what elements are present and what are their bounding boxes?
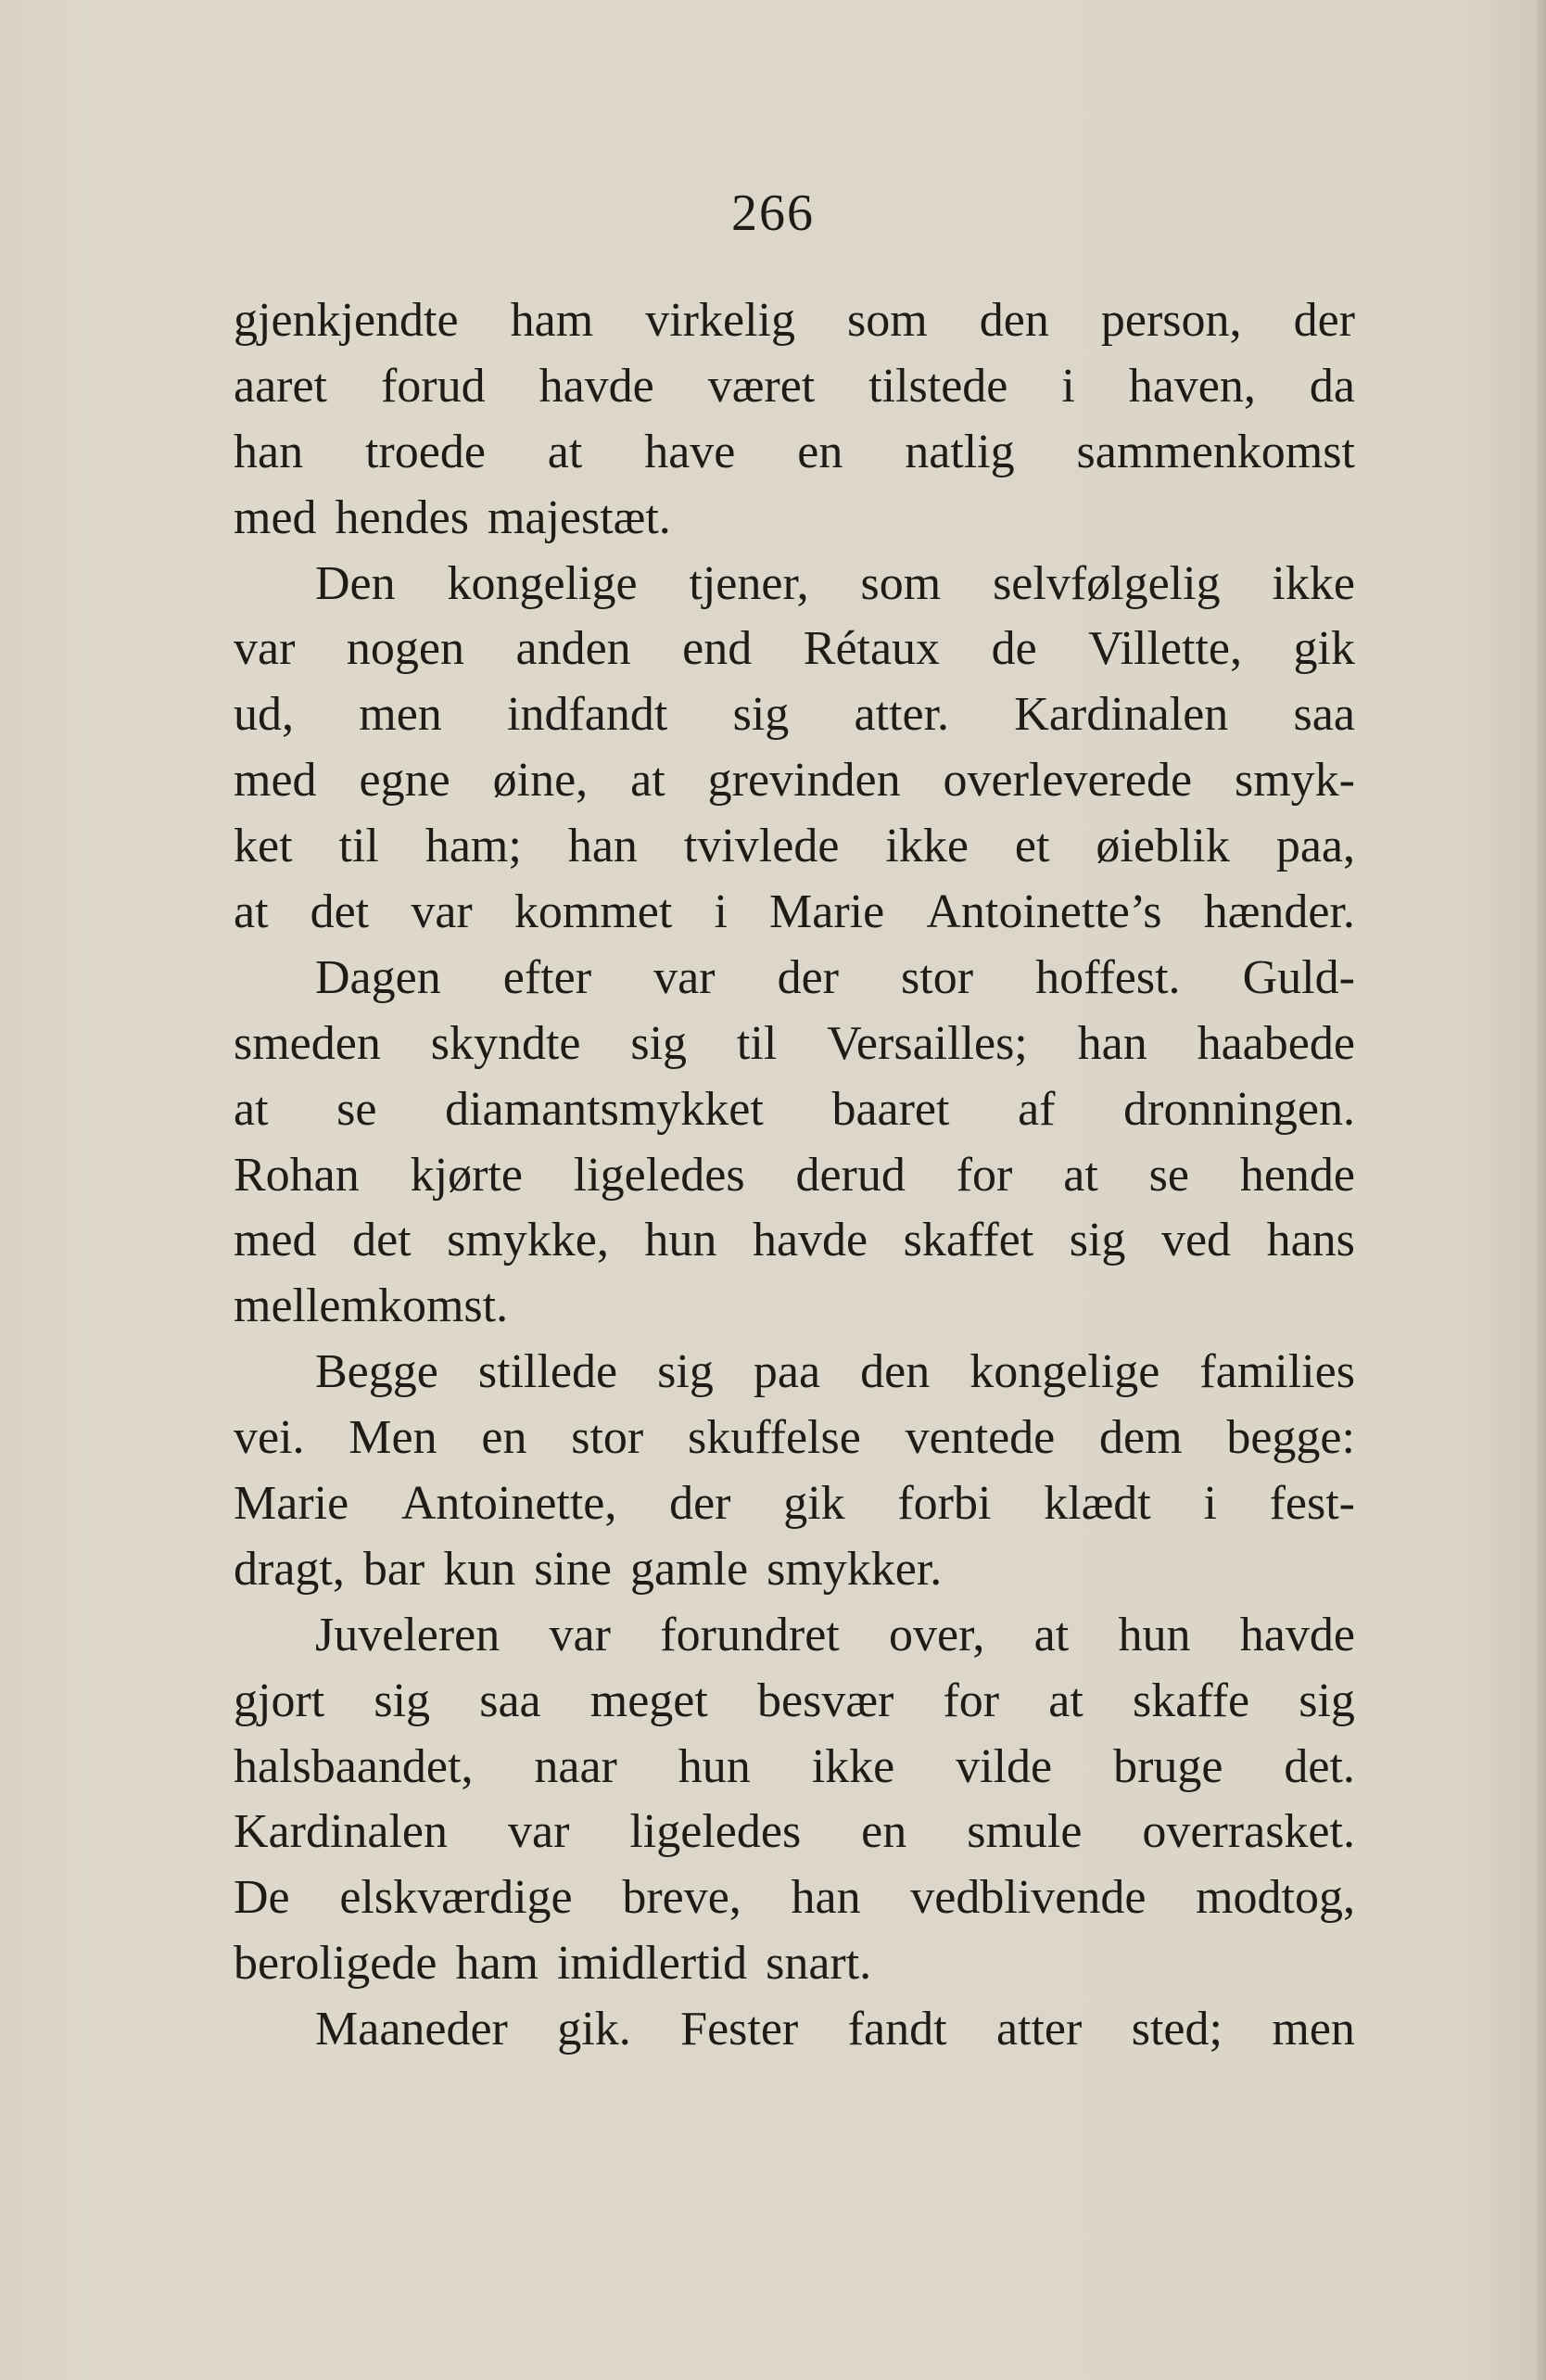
word: skaffe (1132, 1674, 1250, 1727)
word: bruge (1113, 1739, 1223, 1793)
text-line (234, 1340, 1355, 1406)
word: forbi (897, 1477, 992, 1531)
page-number: 266 (731, 185, 815, 242)
word: det (352, 1214, 412, 1267)
text-line (234, 288, 1355, 354)
word: skaffet (903, 1214, 1034, 1267)
word: Kardinalen (1014, 688, 1229, 742)
word: at (1063, 1148, 1098, 1202)
text-line (234, 354, 1355, 420)
word: hendes (335, 490, 469, 544)
word: øieblik (1096, 820, 1230, 873)
word: ved (1160, 1214, 1232, 1267)
word: vedblivende (910, 1871, 1147, 1925)
text-line (234, 1669, 1355, 1735)
word: paa (753, 1345, 821, 1399)
word: egne (359, 754, 450, 808)
word: sammenkomst (1076, 425, 1355, 478)
word: der (669, 1477, 731, 1531)
word: tjener, (689, 556, 809, 610)
word: øine, (492, 754, 589, 808)
word: der (1293, 294, 1355, 347)
word: men (359, 688, 442, 742)
word: haabede (1197, 1016, 1355, 1070)
word: atter. (854, 688, 950, 742)
word: til (338, 820, 379, 873)
text-line (234, 1603, 1355, 1669)
word: person, (1100, 294, 1242, 347)
word: Maaneder (315, 2003, 508, 2056)
word: var (411, 885, 473, 939)
word: nogen (346, 622, 464, 676)
word: se (336, 1082, 377, 1136)
word: dronningen. (1123, 1082, 1355, 1136)
word: hun (1118, 1608, 1191, 1661)
word: vilde (956, 1739, 1053, 1793)
word: den (860, 1345, 931, 1399)
word: det. (1284, 1739, 1355, 1793)
text-line (234, 486, 1355, 552)
word: Rohan (234, 1148, 360, 1202)
word: sted; (1131, 2003, 1223, 2056)
word: ligeledes (629, 1805, 802, 1859)
word: en (481, 1411, 527, 1465)
word: han (234, 425, 304, 478)
word: kun (443, 1542, 516, 1596)
word: majestæt. (487, 490, 671, 544)
word: sig (374, 1674, 431, 1727)
word: sig (630, 1016, 688, 1070)
word: families (1199, 1345, 1355, 1399)
text-line (234, 552, 1355, 617)
word: baaret (831, 1082, 950, 1136)
word: klædt (1044, 1477, 1151, 1531)
word: at (1048, 1674, 1083, 1727)
word: diamantsmykket (445, 1082, 764, 1136)
word: med (234, 754, 317, 808)
word: var (653, 950, 716, 1004)
word: en (861, 1805, 907, 1859)
word: at (234, 885, 269, 939)
word: i (1203, 1477, 1217, 1531)
word: tvivlede (683, 820, 840, 873)
word: haven, (1128, 359, 1256, 413)
word: gik (1293, 622, 1355, 676)
word: ventede (905, 1411, 1056, 1465)
word: havde (539, 359, 654, 413)
word: modtog, (1196, 1871, 1355, 1925)
word: De (234, 1871, 290, 1925)
word: var (234, 622, 296, 676)
word: Rétaux (803, 622, 941, 676)
word: hun (678, 1739, 751, 1793)
word: end (682, 622, 753, 676)
word: ket (234, 820, 293, 873)
word: i (714, 885, 728, 939)
word: Guld- (1242, 950, 1355, 1004)
word: de (991, 622, 1037, 676)
word: af (1018, 1082, 1056, 1136)
word: Den (315, 556, 396, 610)
word: breve, (622, 1871, 741, 1925)
word: han (791, 1871, 861, 1925)
word: smykke, (447, 1214, 609, 1267)
word: saa (479, 1674, 541, 1727)
text-line (234, 1471, 1355, 1537)
word: skyndte (430, 1016, 581, 1070)
word: grevinden (707, 754, 901, 808)
word: han (567, 820, 638, 873)
word: ham (455, 1937, 539, 1991)
word: gik (783, 1477, 845, 1531)
page-edge (1537, 0, 1546, 2380)
word: det (310, 885, 370, 939)
word: natlig (905, 425, 1015, 478)
word: elskværdige (339, 1871, 573, 1925)
text-line (234, 1012, 1355, 1077)
word: fest- (1269, 1477, 1355, 1531)
word: var (549, 1608, 611, 1661)
word: Fester (680, 2003, 799, 2056)
word: at (1033, 1608, 1070, 1661)
text-line (234, 1143, 1355, 1209)
word: virkelig (645, 294, 795, 347)
text-line (234, 682, 1355, 748)
word: saa (1293, 688, 1355, 742)
word: hænder. (1203, 885, 1355, 939)
word: overleverede (943, 754, 1193, 808)
body-text (234, 288, 1355, 2063)
word: et (1014, 820, 1050, 873)
word: Versailles; (827, 1016, 1028, 1070)
text-line (234, 1865, 1355, 1931)
word: med (234, 1214, 317, 1267)
word: stor (901, 950, 974, 1004)
word: ikke (811, 1739, 895, 1793)
word: som (847, 294, 928, 347)
word: at (630, 754, 665, 808)
word: have (644, 425, 736, 478)
word: troede (364, 425, 486, 478)
word: han (1077, 1016, 1147, 1070)
word: Marie (234, 1477, 349, 1531)
word: meget (589, 1674, 708, 1727)
text-line (234, 1274, 1355, 1340)
word: da (1309, 359, 1355, 413)
word: beroligede (234, 1937, 437, 1991)
word: at (547, 425, 583, 478)
word: smyk- (1235, 754, 1355, 808)
word: Villette, (1088, 622, 1242, 676)
word: men (1272, 2003, 1355, 2056)
word: hans (1266, 1214, 1355, 1267)
word: smykker. (767, 1542, 943, 1596)
word: var (507, 1805, 570, 1859)
word: sine (534, 1542, 613, 1596)
text-line (234, 1997, 1355, 2063)
word: Juveleren (315, 1608, 501, 1661)
word: ikke (1272, 556, 1355, 610)
word: gjort (234, 1674, 325, 1727)
word: gjenkjendte (234, 294, 459, 347)
word: sig (1069, 1214, 1126, 1267)
word: skuffelse (688, 1411, 861, 1465)
word: gik. (557, 2003, 631, 2056)
word: en (797, 425, 843, 478)
word: kongelige (969, 1345, 1160, 1399)
word: sig (657, 1345, 714, 1399)
word: paa, (1275, 820, 1355, 873)
word: ikke (885, 820, 969, 873)
word: bar (362, 1542, 425, 1596)
text-line (234, 1208, 1355, 1274)
word: stor (571, 1411, 644, 1465)
word: imidlertid (556, 1937, 748, 1991)
word: i (1061, 359, 1075, 413)
word: smule (967, 1805, 1083, 1859)
text-line (234, 880, 1355, 946)
word: sig (732, 688, 790, 742)
word: at (234, 1082, 269, 1136)
word: for (956, 1148, 1013, 1202)
word: ligeledes (573, 1148, 745, 1202)
word: Begge (315, 1345, 438, 1399)
text-line (234, 617, 1355, 682)
word: Marie (769, 885, 885, 939)
word: halsbaandet, (234, 1739, 474, 1793)
word: aaret (234, 359, 328, 413)
word: Men (348, 1411, 437, 1465)
word: sig (1299, 1674, 1355, 1727)
text-line (234, 748, 1355, 814)
word: ham (510, 294, 594, 347)
text-line (234, 1406, 1355, 1471)
word: dem (1099, 1411, 1183, 1465)
word: anden (515, 622, 631, 676)
word: Antoinette, (400, 1477, 617, 1531)
word: derud (795, 1148, 906, 1202)
word: forundret (660, 1608, 840, 1661)
word: naar (534, 1739, 617, 1793)
text-line (234, 1077, 1355, 1143)
word: efter (502, 950, 592, 1004)
text-line (234, 1537, 1355, 1603)
word: havde (752, 1214, 868, 1267)
word: snart. (766, 1937, 872, 1991)
word: tilstede (868, 359, 1008, 413)
word: Antoinette’s (926, 885, 1162, 939)
word: atter (995, 2003, 1083, 2056)
word: kongelige (447, 556, 638, 610)
word: kommet (513, 885, 673, 939)
word: se (1148, 1148, 1189, 1202)
word: begge: (1226, 1411, 1355, 1465)
text-line (234, 814, 1355, 880)
word: til (736, 1016, 778, 1070)
word: for (943, 1674, 1000, 1727)
word: havde (1239, 1608, 1355, 1661)
word: hun (644, 1214, 717, 1267)
word: fandt (847, 2003, 947, 2056)
word: besvær (757, 1674, 894, 1727)
word: den (979, 294, 1049, 347)
word: dragt, (234, 1542, 345, 1596)
word: vei. (234, 1411, 305, 1465)
text-line (234, 1735, 1355, 1801)
word: gamle (630, 1542, 749, 1596)
word: hende (1239, 1148, 1355, 1202)
word: ud, (234, 688, 294, 742)
word: forud (380, 359, 486, 413)
word: mellemkomst. (234, 1279, 509, 1333)
word: Kardinalen (234, 1805, 449, 1859)
word: indfandt (507, 688, 668, 742)
text-line (234, 1931, 1355, 1997)
word: kjørte (410, 1148, 523, 1202)
text-line (234, 420, 1355, 486)
word: overrasket. (1142, 1805, 1355, 1859)
word: over, (889, 1608, 985, 1661)
word: Dagen (315, 950, 441, 1004)
word: som (860, 556, 942, 610)
word: hoffest. (1035, 950, 1181, 1004)
word: der (777, 950, 839, 1004)
word: smeden (234, 1016, 381, 1070)
word: ham; (425, 820, 522, 873)
word: været (707, 359, 816, 413)
text-line (234, 946, 1355, 1012)
word: selvfølgelig (993, 556, 1221, 610)
word: stillede (477, 1345, 618, 1399)
text-line (234, 1800, 1355, 1865)
word: med (234, 490, 317, 544)
